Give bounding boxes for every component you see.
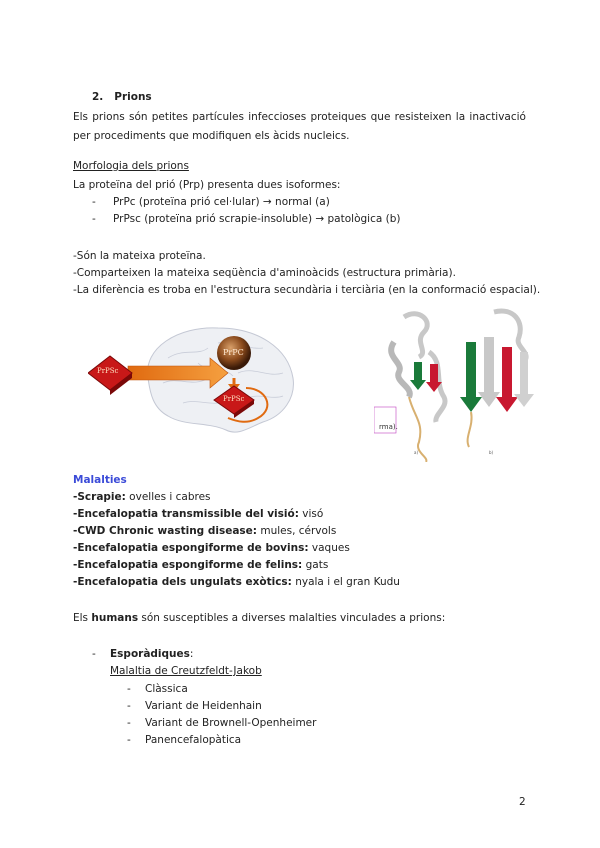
diseases-heading: Malalties	[73, 474, 127, 486]
disease-name: -Encefalopatia espongiforme de bovins:	[73, 542, 309, 554]
humans-sentence	[73, 612, 445, 624]
disease-host: ovelles i cabres	[125, 491, 211, 503]
disease-name: -Scrapie:	[73, 491, 126, 503]
protein-ribbons	[374, 302, 544, 462]
morphology-heading: Morfologia dels prions	[73, 160, 189, 172]
structure-a	[374, 314, 445, 462]
fact-line: -La diferència es troba en l'estructura secundària i terciària (en la conformació espacial).	[73, 284, 541, 296]
prion-structure-figure	[374, 302, 544, 462]
variant-item: Variant de Brownell-Openheimer	[145, 717, 317, 729]
prpc-label: PrPC	[223, 348, 244, 357]
section-heading	[92, 91, 152, 103]
disease-name: -CWD Chronic wasting disease:	[73, 525, 257, 537]
structure-label-b: b)	[489, 450, 494, 455]
structure-b	[460, 311, 534, 447]
list-dash: -	[127, 717, 131, 729]
disease-host: mules, cérvols	[257, 525, 337, 537]
disease-item	[73, 559, 328, 571]
disease-item	[73, 525, 336, 537]
disease-host: visó	[298, 508, 324, 520]
disease-host: nyala i el gran Kudu	[291, 576, 400, 588]
prion-brain-figure	[88, 318, 298, 448]
humans-bold: humans	[91, 612, 139, 624]
disease-item	[73, 491, 211, 503]
disease-name: -Encefalopatia espongiforme de felins:	[73, 559, 303, 571]
section-title: Prions	[114, 91, 152, 103]
fact-line: -Són la mateixa proteïna.	[73, 250, 206, 262]
sporadic-label	[110, 648, 193, 660]
section-intro: Els prions són petites partícules infeccioses proteiques que resisteixen la inactivació per procediments que modifiquen els àcids nucleics.	[73, 111, 526, 142]
section-number: 2.	[92, 91, 104, 103]
sporadic-label-text: Esporàdiques	[110, 648, 190, 660]
humans-pre: Els	[73, 612, 92, 624]
page-number: 2	[519, 796, 526, 808]
prpsc-label-bottom: PrPSc	[223, 395, 245, 403]
disease-item	[73, 508, 323, 520]
cjd-heading: Malaltia de Creutzfeldt-Jakob	[110, 665, 262, 677]
list-dash: -	[127, 683, 131, 695]
variant-item: Clàssica	[145, 683, 188, 695]
disease-host: vaques	[308, 542, 350, 554]
variant-item: Panencefalopàtica	[145, 734, 242, 746]
prpsc-diamond-left	[88, 356, 132, 395]
list-dash: -	[92, 213, 96, 225]
disease-name: -Encefalopatia transmissible del visió:	[73, 508, 299, 520]
brain-illustration	[88, 318, 298, 448]
list-dash: -	[127, 734, 131, 746]
fact-line: -Comparteixen la mateixa seqüència d'aminoàcids (estructura primària).	[73, 267, 456, 279]
morphology-lead: La proteïna del prió (Prp) presenta dues isoformes:	[73, 179, 341, 191]
disease-item	[73, 576, 400, 588]
list-dash: -	[92, 196, 96, 208]
disease-item	[73, 542, 350, 554]
disease-host: gats	[302, 559, 329, 571]
isoform-item: PrPsc (proteïna prió scrapie-insoluble) → patològica (b)	[113, 213, 401, 225]
disease-name: -Encefalopatia dels ungulats exòtics:	[73, 576, 292, 588]
structure-label-a: a)	[414, 450, 419, 455]
prpsc-label-left: PrPSc	[97, 367, 119, 375]
variant-item: Variant de Heidenhain	[145, 700, 262, 712]
list-dash: -	[127, 700, 131, 712]
isoform-item: PrPc (proteïna prió cel·lular) → normal (a)	[113, 196, 330, 208]
list-dash: -	[92, 648, 96, 660]
humans-post: són susceptibles a diverses malalties vinculades a prions:	[138, 612, 446, 624]
sporadic-colon: :	[189, 648, 194, 660]
structure-caption: rma).	[379, 423, 398, 431]
